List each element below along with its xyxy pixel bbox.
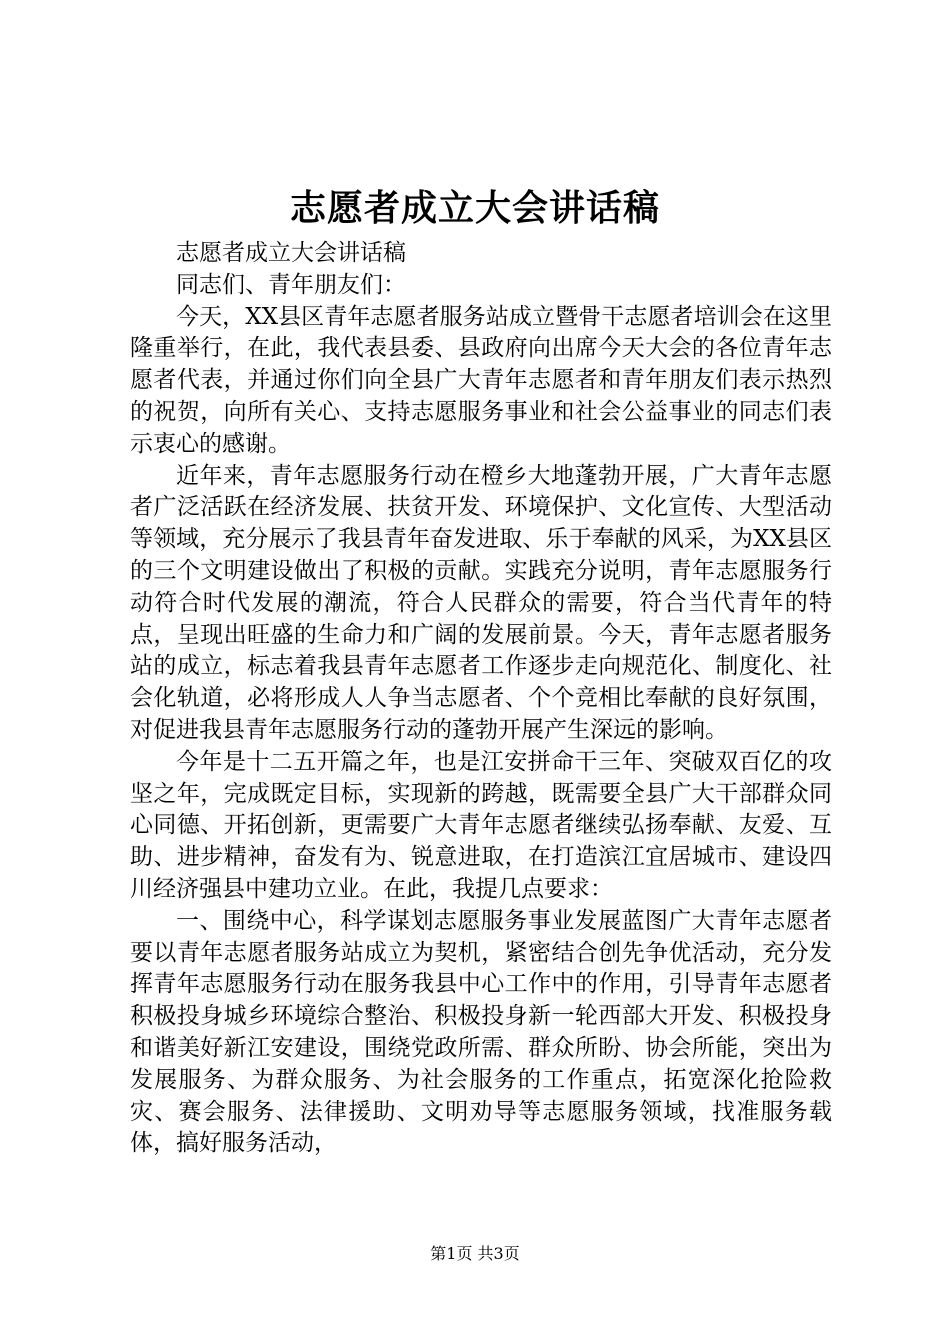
body-paragraph: 一、围绕中心，科学谋划志愿服务事业发展蓝图广大青年志愿者要以青年志愿者服务站成立为契机，紧密结合创先争优活动，充分发挥青年志愿服务行动在服务我县中心工作中的作用，引导青年志愿者积极投身城乡环境综合整治、积极投身新一轮西部大开发、积极投身和谐美好新江安建设，围绕党政所需、群众所盼、协会所能，突出为发展服务、为群众服务、为社会服务的工作重点，拓宽深化抢险救灾、赛会服务、法律援助、文明劝导等志愿服务领域，找准服务载体，搞好服务活动， [130,907,832,1157]
document-title: 志愿者成立大会讲话稿 [289,187,660,229]
body-paragraph-salutation: 同志们、青年朋友们： [176,271,406,298]
body-paragraph-heading: 志愿者成立大会讲话稿 [176,240,406,266]
document-body [130,238,832,1160]
body-paragraph: 今年是十二五开篇之年，也是江安拼命干三年、突破双百亿的攻坚之年，完成既定目标，实现新的跨越，既需要全县广大干部群众同心同德、开拓创新，更需要广大青年志愿者继续弘扬奉献、友爱、互助、进步精神，奋发有为、锐意进取，在打造滨江宜居城市、建设四川经济强县中建功立业。在此，我提几点要求： [130,748,832,902]
body-paragraph: 今天，XX县区青年志愿者服务站成立暨骨干志愿者培训会在这里隆重举行，在此，我代表县委、县政府向出席今天大会的各位青年志愿者代表，并通过你们向全县广大青年志愿者和青年朋友们表示热烈的祝贺，向所有关心、支持志愿服务事业和社会公益事业的同志们表示衷心的感谢。 [130,303,832,457]
body-paragraph: 近年来，青年志愿服务行动在橙乡大地蓬勃开展，广大青年志愿者广泛活跃在经济发展、扶贫开发、环境保护、文化宣传、大型活动等领域，充分展示了我县青年奋发进取、乐于奉献的风采，为XX县区的三个文明建设做出了积极的贡献。实践充分说明，青年志愿服务行动符合时代发展的潮流，符合人民群众的需要，符合当代青年的特点，呈现出旺盛的生命力和广阔的发展前景。今天，青年志愿者服务站的成立，标志着我县青年志愿者工作逐步走向规范化、制度化、社会化轨道，必将形成人人争当志愿者、个个竞相比奉献的良好氛围，对促进我县青年志愿服务行动的蓬勃开展产生深远的影响。 [130,462,832,743]
page-number-footer: 第1页 共3页 [430,1244,520,1263]
